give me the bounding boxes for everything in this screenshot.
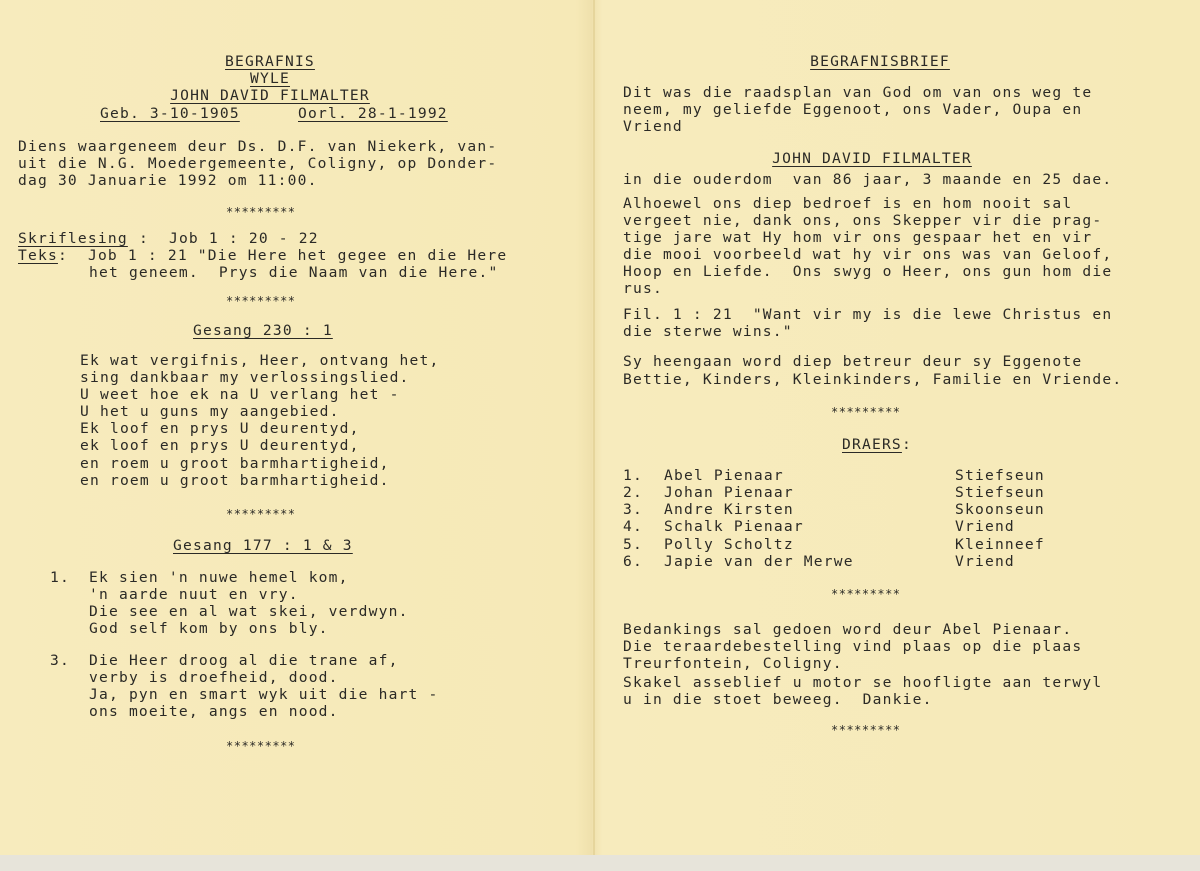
separator: ********* <box>831 587 901 601</box>
service-line-1: Diens waargeneem deur Ds. D.F. van Niekerk, van- <box>18 138 498 155</box>
closing-line: Treurfontein, Coligny. <box>623 655 843 672</box>
tribute-line: die mooi voorbeeld wat hy vir ons was van Geloof, <box>623 246 1113 263</box>
separator: ********* <box>831 405 901 419</box>
separator: ********* <box>226 507 296 521</box>
hymn-1-title: Gesang 230 : 1 <box>193 322 333 339</box>
tribute-line: rus. <box>623 280 663 297</box>
text-label: Teks <box>18 247 58 264</box>
hymn-1-line: sing dankbaar my verlossingslied. <box>80 369 410 386</box>
death-date: Oorl. 28-1-1992 <box>298 105 448 122</box>
verse-1-line: Ek sien 'n nuwe hemel kom, <box>89 569 349 586</box>
verse-1-line: God self kom by ons bly. <box>89 620 329 637</box>
bearer-name: Schalk Pienaar <box>664 518 804 535</box>
right-title: BEGRAFNISBRIEF <box>810 53 950 70</box>
tribute-line: vergeet nie, dank ons, ons Skepper vir die prag- <box>623 212 1103 229</box>
separator: ********* <box>226 205 296 219</box>
hymn-1-line: Ek loof en prys U deurentyd, <box>80 420 360 437</box>
left-subtitle: WYLE <box>250 70 290 87</box>
bearer-number: 4. <box>623 518 643 535</box>
service-line-2: uit die N.G. Moedergemeente, Coligny, op Donder- <box>18 155 498 172</box>
bearer-relation: Stiefseun <box>955 467 1045 484</box>
reading-value: : Job 1 : 20 - 22 <box>139 230 319 247</box>
verse-3-line: verby is droefheid, dood. <box>89 669 339 686</box>
mourned-line: Sy heengaan word diep betreur deur sy Eggenote <box>623 353 1083 370</box>
service-line-3: dag 30 Januarie 1992 om 11:00. <box>18 172 318 189</box>
bearer-name: Johan Pienaar <box>664 484 794 501</box>
closing-line: u in die stoet beweeg. Dankie. <box>623 691 933 708</box>
closing-line: Skakel asseblief u motor se hoofligte aan terwyl <box>623 674 1103 691</box>
verse-3-line: Ja, pyn en smart wyk uit die hart - <box>89 686 439 703</box>
bearer-number: 2. <box>623 484 643 501</box>
bearers-title: DRAERS <box>842 436 902 453</box>
intro-line: Vriend <box>623 118 683 135</box>
bearer-relation: Skoonseun <box>955 501 1045 518</box>
verse-1-line: Die see en al wat skei, verdwyn. <box>89 603 409 620</box>
bearer-relation: Vriend <box>955 518 1015 535</box>
bearer-number: 5. <box>623 536 643 553</box>
verse-1-number: 1. <box>50 569 70 586</box>
bearer-name: Abel Pienaar <box>664 467 784 484</box>
hymn-1-line: en roem u groot barmhartigheid. <box>80 472 390 489</box>
bearer-name: Japie van der Merwe <box>664 553 854 570</box>
text-line-1: : Job 1 : 21 "Die Here het gegee en die Here <box>58 247 508 264</box>
bearer-number: 1. <box>623 467 643 484</box>
verse-3-line: ons moeite, angs en nood. <box>89 703 339 720</box>
hymn-1-line: ek loof en prys U deurentyd, <box>80 437 360 454</box>
separator: ********* <box>831 723 901 737</box>
bearer-relation: Vriend <box>955 553 1015 570</box>
bearer-number: 3. <box>623 501 643 518</box>
intro-line: Dit was die raadsplan van God om van ons weg te <box>623 84 1093 101</box>
tribute-line: Alhoewel ons diep bedroef is en hom nooit sal <box>623 195 1073 212</box>
hymn-1-line: en roem u groot barmhartigheid, <box>80 455 390 472</box>
verse-3-line: Die Heer droog al die trane af, <box>89 652 399 669</box>
hymn-1-line: U het u guns my aangebied. <box>80 403 340 420</box>
bearer-name: Andre Kirsten <box>664 501 794 518</box>
verse-line: die sterwe wins." <box>623 323 793 340</box>
verse-line: Fil. 1 : 21 "Want vir my is die lewe Christus en <box>623 306 1113 323</box>
text-line-2: het geneem. Prys die Naam van die Here." <box>89 264 499 281</box>
closing-line: Die teraardebestelling vind plaas op die plaas <box>623 638 1083 655</box>
bearer-number: 6. <box>623 553 643 570</box>
closing-line: Bedankings sal gedoen word deur Abel Pienaar. <box>623 621 1073 638</box>
intro-line: neem, my geliefde Eggenoot, ons Vader, Oupa en <box>623 101 1083 118</box>
bearer-relation: Stiefseun <box>955 484 1045 501</box>
reading-label: Skriflesing <box>18 230 128 247</box>
hymn-1-line: U weet hoe ek na U verlang het - <box>80 386 400 403</box>
age-line: in die ouderdom van 86 jaar, 3 maande en 25 dae. <box>623 171 1113 188</box>
separator: ********* <box>226 294 296 308</box>
scan-edge <box>0 855 1200 871</box>
tribute-line: Hoop en Liefde. Ons swyg o Heer, ons gun hom die <box>623 263 1113 280</box>
hymn-1-line: Ek wat vergifnis, Heer, ontvang het, <box>80 352 440 369</box>
left-title: BEGRAFNIS <box>225 53 315 70</box>
birth-date: Geb. 3-10-1905 <box>100 105 240 122</box>
left-name: JOHN DAVID FILMALTER <box>170 87 370 104</box>
tribute-line: tige jare wat Hy hom vir ons gespaar het en vir <box>623 229 1093 246</box>
bearers-colon: : <box>902 436 912 453</box>
separator: ********* <box>226 739 296 753</box>
page-fold <box>593 0 595 871</box>
bearer-relation: Kleinneef <box>955 536 1045 553</box>
right-name: JOHN DAVID FILMALTER <box>772 150 972 167</box>
bearer-name: Polly Scholtz <box>664 536 794 553</box>
verse-3-number: 3. <box>50 652 70 669</box>
verse-1-line: 'n aarde nuut en vry. <box>89 586 299 603</box>
hymn-2-title: Gesang 177 : 1 & 3 <box>173 537 353 554</box>
mourned-line: Bettie, Kinders, Kleinkinders, Familie en Vriende. <box>623 371 1123 388</box>
